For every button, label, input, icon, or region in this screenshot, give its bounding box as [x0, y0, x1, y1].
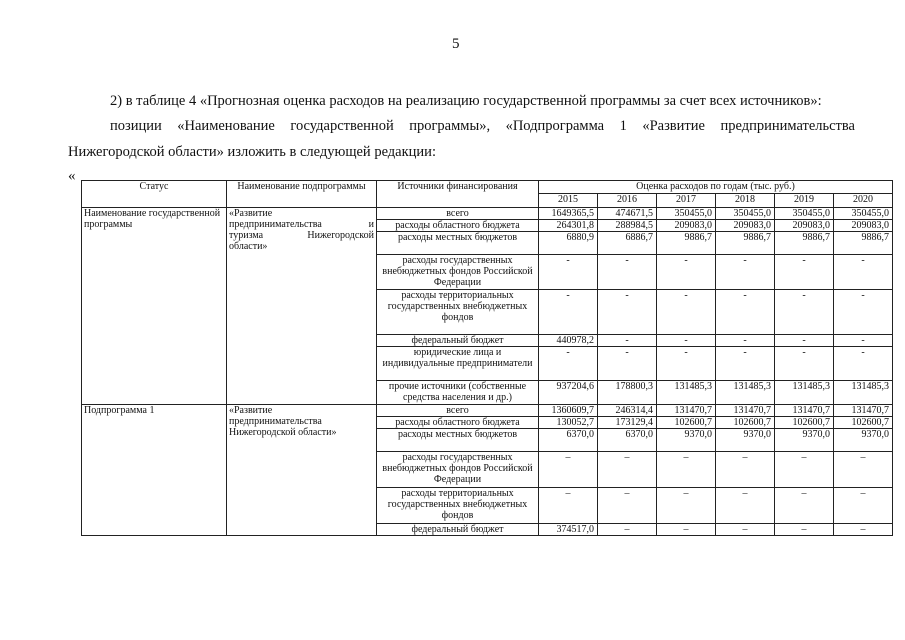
- value-cell: –: [834, 488, 893, 524]
- value-cell: 209083,0: [775, 220, 834, 232]
- value-cell: 350455,0: [657, 208, 716, 220]
- value-cell: 9886,7: [716, 232, 775, 255]
- value-cell: 102600,7: [716, 417, 775, 429]
- row-name-line: предпринимательства и: [229, 219, 374, 230]
- row-name-line: «Развитие: [229, 405, 273, 416]
- value-cell: -: [657, 335, 716, 347]
- value-cell: 9370,0: [716, 429, 775, 452]
- value-cell: -: [716, 290, 775, 335]
- value-cell: 9370,0: [834, 429, 893, 452]
- header-year: 2017: [657, 194, 716, 208]
- value-cell: 9370,0: [657, 429, 716, 452]
- value-cell: –: [598, 452, 657, 488]
- source-cell: расходы территориальных государственных внебюджетных фондов: [377, 290, 539, 335]
- value-cell: 209083,0: [716, 220, 775, 232]
- source-cell: расходы областного бюджета: [377, 220, 539, 232]
- source-cell: расходы местных бюджетов: [377, 232, 539, 255]
- value-cell: -: [716, 347, 775, 381]
- value-cell: –: [598, 524, 657, 536]
- value-cell: 102600,7: [657, 417, 716, 429]
- value-cell: 102600,7: [834, 417, 893, 429]
- value-cell: –: [775, 488, 834, 524]
- value-cell: 6886,7: [598, 232, 657, 255]
- value-cell: -: [657, 347, 716, 381]
- value-cell: 131470,7: [834, 405, 893, 417]
- value-cell: –: [775, 452, 834, 488]
- value-cell: 9370,0: [775, 429, 834, 452]
- value-cell: 178800,3: [598, 381, 657, 405]
- value-cell: -: [775, 290, 834, 335]
- table-row: [82, 405, 893, 417]
- header-estimate: Оценка расходов по годам (тыс. руб.): [539, 181, 893, 194]
- value-cell: 474671,5: [598, 208, 657, 220]
- value-cell: –: [539, 488, 598, 524]
- source-cell: всего: [377, 405, 539, 417]
- value-cell: -: [834, 335, 893, 347]
- value-cell: –: [657, 452, 716, 488]
- value-cell: –: [657, 488, 716, 524]
- value-cell: –: [834, 524, 893, 536]
- value-cell: 374517,0: [539, 524, 598, 536]
- value-cell: 209083,0: [834, 220, 893, 232]
- value-cell: –: [834, 452, 893, 488]
- value-cell: -: [598, 335, 657, 347]
- value-cell: 102600,7: [775, 417, 834, 429]
- value-cell: -: [598, 255, 657, 290]
- value-cell: 246314,4: [598, 405, 657, 417]
- value-cell: -: [716, 335, 775, 347]
- row-name-line: предпринимательства: [229, 416, 322, 427]
- value-cell: 131470,7: [716, 405, 775, 417]
- source-cell: расходы государственных внебюджетных фондов Российской Федерации: [377, 452, 539, 488]
- value-cell: -: [657, 255, 716, 290]
- row-name: [227, 405, 377, 536]
- value-cell: 131485,3: [834, 381, 893, 405]
- value-cell: 209083,0: [657, 220, 716, 232]
- intro-line-3: Нижегородской области» изложить в следующей редакции:: [68, 144, 436, 160]
- value-cell: 1360609,7: [539, 405, 598, 417]
- intro-line-2: позиции «Наименование государственной программы», «Подпрограмма 1 «Развитие предпринимательства: [110, 118, 855, 134]
- expenditure-table: [81, 180, 893, 536]
- value-cell: -: [834, 255, 893, 290]
- header-year: 2018: [716, 194, 775, 208]
- value-cell: –: [657, 524, 716, 536]
- value-cell: -: [775, 347, 834, 381]
- value-cell: -: [775, 255, 834, 290]
- value-cell: 131485,3: [716, 381, 775, 405]
- value-cell: -: [716, 255, 775, 290]
- value-cell: -: [775, 335, 834, 347]
- value-cell: -: [834, 290, 893, 335]
- value-cell: 9886,7: [657, 232, 716, 255]
- value-cell: –: [598, 488, 657, 524]
- value-cell: 264301,8: [539, 220, 598, 232]
- source-cell: расходы областного бюджета: [377, 417, 539, 429]
- page-number: 5: [452, 36, 460, 52]
- value-cell: 6370,0: [539, 429, 598, 452]
- value-cell: –: [716, 488, 775, 524]
- source-cell: всего: [377, 208, 539, 220]
- value-cell: –: [716, 524, 775, 536]
- row-name-line: «Развитие: [229, 208, 273, 219]
- value-cell: 130052,7: [539, 417, 598, 429]
- table-row: [82, 208, 893, 220]
- header-year: 2016: [598, 194, 657, 208]
- value-cell: 350455,0: [716, 208, 775, 220]
- source-cell: расходы местных бюджетов: [377, 429, 539, 452]
- value-cell: -: [834, 347, 893, 381]
- intro-line-1: 2) в таблице 4 «Прогнозная оценка расходов на реализацию государственной программы за счет всех источников»:: [110, 93, 822, 109]
- header-status: Статус: [82, 181, 227, 208]
- source-cell: расходы территориальных государственных внебюджетных фондов: [377, 488, 539, 524]
- source-cell: федеральный бюджет: [377, 524, 539, 536]
- row-name-line: Нижегородской области»: [229, 427, 337, 438]
- source-cell: расходы государственных внебюджетных фондов Российской Федерации: [377, 255, 539, 290]
- value-cell: 131485,3: [657, 381, 716, 405]
- value-cell: -: [539, 255, 598, 290]
- value-cell: 9886,7: [775, 232, 834, 255]
- value-cell: 1649365,5: [539, 208, 598, 220]
- value-cell: 350455,0: [834, 208, 893, 220]
- row-name-line: туризма Нижегородской: [229, 230, 374, 241]
- source-cell: юридические лица и индивидуальные предприниматели: [377, 347, 539, 381]
- header-name: Наименование подпрограммы: [227, 181, 377, 208]
- value-cell: –: [775, 524, 834, 536]
- row-name: [227, 208, 377, 405]
- value-cell: -: [539, 347, 598, 381]
- header-sources: Источники финансирования: [377, 181, 539, 208]
- opening-quote-mark: «: [68, 168, 76, 184]
- value-cell: 6370,0: [598, 429, 657, 452]
- header-year: 2020: [834, 194, 893, 208]
- header-year: 2015: [539, 194, 598, 208]
- value-cell: –: [539, 452, 598, 488]
- header-year: 2019: [775, 194, 834, 208]
- value-cell: -: [598, 347, 657, 381]
- value-cell: 131485,3: [775, 381, 834, 405]
- value-cell: 173129,4: [598, 417, 657, 429]
- value-cell: 131470,7: [775, 405, 834, 417]
- value-cell: 350455,0: [775, 208, 834, 220]
- value-cell: -: [539, 290, 598, 335]
- value-cell: -: [598, 290, 657, 335]
- source-cell: федеральный бюджет: [377, 335, 539, 347]
- value-cell: 440978,2: [539, 335, 598, 347]
- value-cell: 937204,6: [539, 381, 598, 405]
- table-body: [82, 208, 893, 536]
- row-status: Наименование государственной программы: [82, 208, 227, 405]
- value-cell: -: [657, 290, 716, 335]
- source-cell: прочие источники (собственные средства населения и др.): [377, 381, 539, 405]
- row-name-line: области»: [229, 241, 268, 252]
- value-cell: –: [716, 452, 775, 488]
- value-cell: 9886,7: [834, 232, 893, 255]
- value-cell: 288984,5: [598, 220, 657, 232]
- value-cell: 131470,7: [657, 405, 716, 417]
- value-cell: 6880,9: [539, 232, 598, 255]
- row-status: Подпрограмма 1: [82, 405, 227, 536]
